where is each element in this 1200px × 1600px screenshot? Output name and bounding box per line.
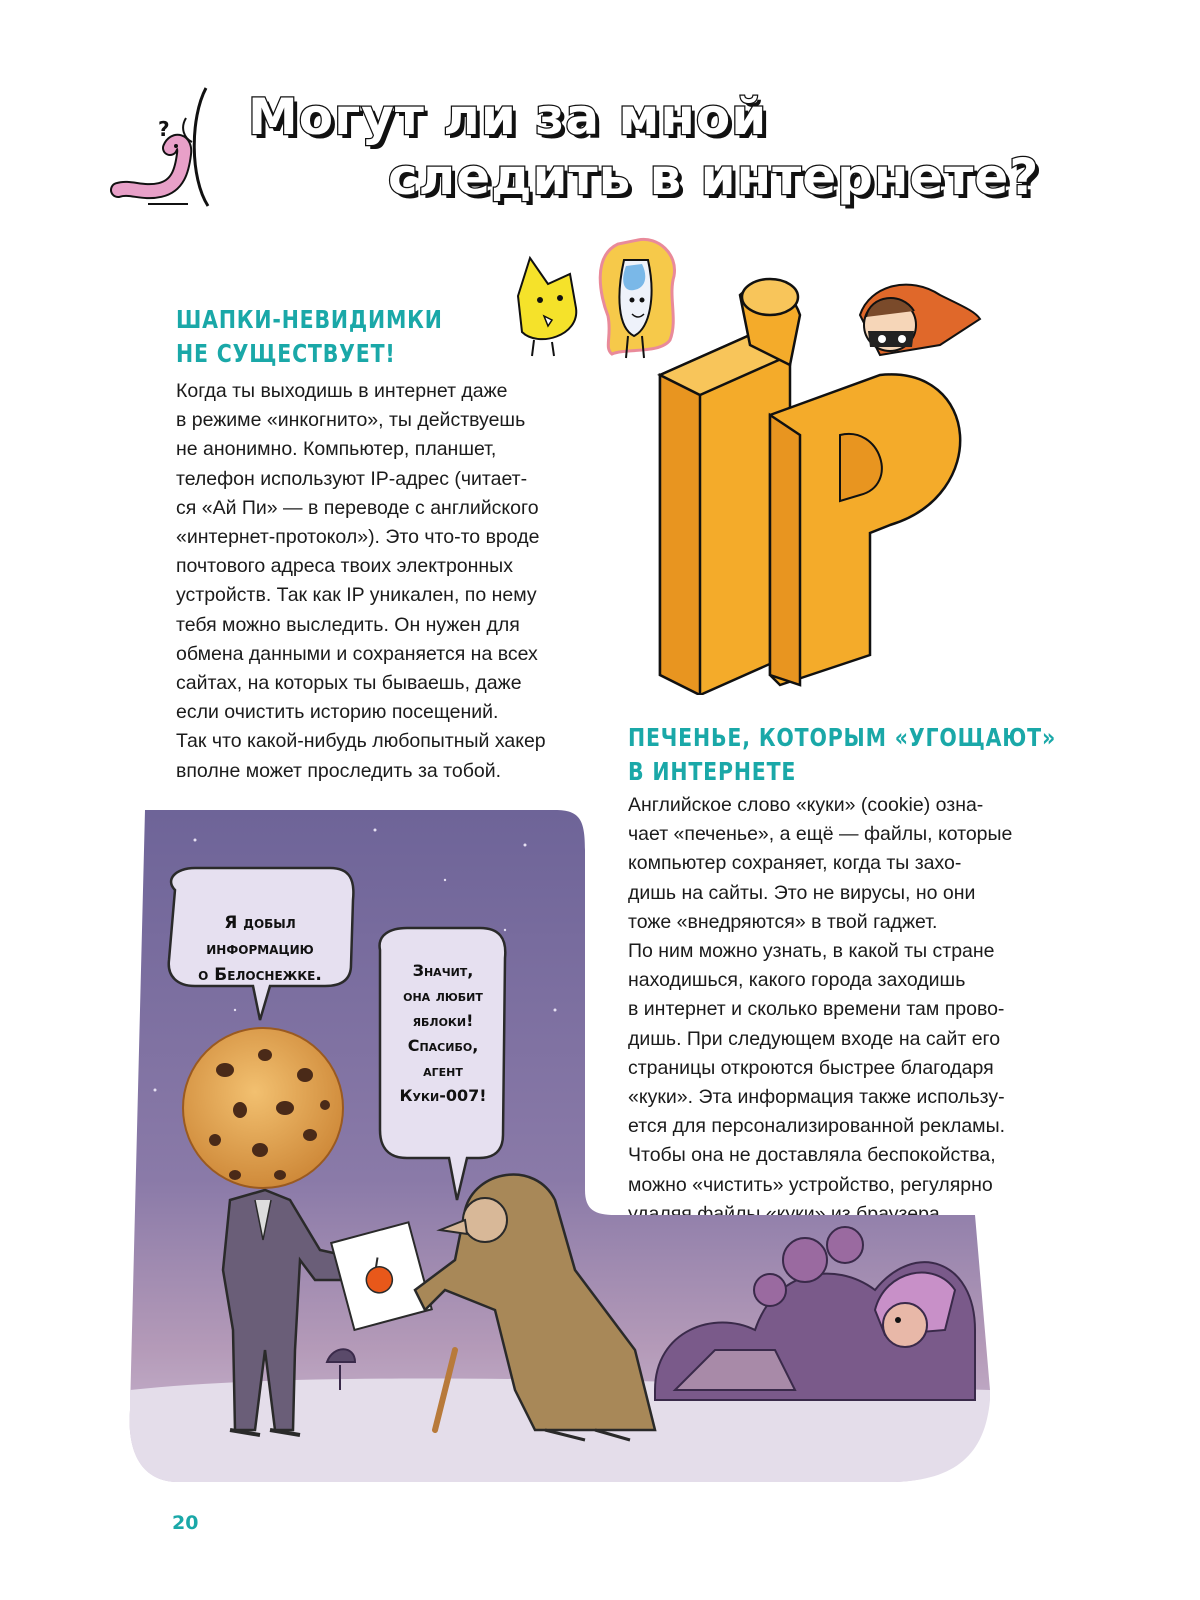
paragraph-line: если очистить историю посещений. (176, 701, 499, 724)
speech-bubble-1-text (180, 910, 340, 988)
paragraph-line: Когда ты выходишь в интернет даже (176, 380, 508, 402)
page-title-line-1: Могут ли за мной (248, 88, 768, 146)
paragraph-line: не анонимно. Компьютер, планшет, (176, 438, 497, 461)
section1-heading (176, 303, 443, 371)
page-number: 20 (172, 1512, 199, 1534)
cookie-agent-scene (115, 790, 995, 1490)
paragraph-line: обмена данными и сохраняется на всех (176, 642, 538, 665)
paragraph-line: телефон используют IP-адрес (читает- (176, 467, 528, 490)
svg-text:?: ? (158, 117, 170, 141)
paragraph-line: почтового адреса твоих электронных (176, 555, 513, 578)
paragraph-line: сайтах, на которых ты бываешь, даже (176, 672, 522, 695)
paragraph-line: компьютер сохраняет, когда ты захо- (628, 852, 962, 875)
worm-illustration (108, 78, 228, 218)
paragraph-line: в режиме «инкогнито», ты действуешь (176, 409, 526, 432)
paragraph-line: находишься, какого города заходишь (628, 969, 966, 992)
paragraph-line: Английское слово «куки» (cookie) озна- (628, 794, 984, 816)
section2-heading-line: ПЕЧЕНЬЕ, КОТОРЫМ «УГОЩАЮТ» (628, 723, 1057, 752)
paragraph-line: ется для персонализированной рекламы. (628, 1115, 1006, 1138)
ip-letters-illustration (640, 255, 985, 695)
paragraph-line: тебя можно выследить. Он нужен для (176, 613, 520, 636)
paragraph-line: удаляя файлы «куки» из браузера. (628, 1202, 946, 1225)
paragraph-line: устройств. Так как IP уникален, по нему (176, 584, 537, 607)
bubble-line: Спасибо, (407, 1036, 479, 1055)
paragraph-line: Так что какой-нибудь любопытный хакер (176, 730, 546, 753)
paragraph-line: Чтобы она не доставляла беспокойства, (628, 1144, 996, 1167)
paragraph-line: «куки». Эта информация также использу- (628, 1086, 1005, 1109)
paragraph-line: ся «Ай Пи» — в переводе с английского (176, 496, 539, 519)
bubble-line: яблоки! (412, 1011, 474, 1030)
bubble-line: агент (423, 1061, 463, 1080)
paragraph-line: тоже «внедряются» в твой гаджет. (628, 910, 938, 933)
section1-paragraph (176, 377, 546, 786)
section1-heading-line: НЕ СУЩЕСТВУЕТ! (176, 339, 396, 368)
bubble-line: о Белоснежке. (198, 965, 322, 985)
bubble-line: информацию (206, 939, 314, 959)
section2-heading (628, 721, 1056, 789)
paragraph-line: По ним можно узнать, в какой ты стране (628, 940, 995, 963)
paragraph-line: страницы откроются быстрее благодаря (628, 1056, 994, 1079)
bubble-line: она любит (403, 986, 483, 1005)
paragraph-line: в интернет и сколько времени там прово- (628, 998, 1005, 1021)
paragraph-line: дишь. При следующем входе на сайт его (628, 1027, 1001, 1050)
bubble-line: Куки-007! (399, 1086, 487, 1105)
paragraph-line: чает «печенье», а ещё — файлы, которые (628, 823, 1013, 846)
paragraph-line: вполне может проследить за тобой. (176, 759, 502, 782)
speech-bubble-2-text (383, 958, 503, 1108)
section1-heading-line: ШАПКИ-НЕВИДИМКИ (176, 305, 443, 334)
bubble-line: Я добыл (224, 913, 296, 933)
paragraph-line: дишь на сайты. Это не вирусы, но они (628, 881, 976, 904)
section2-heading-line: В ИНТЕРНЕТЕ (628, 757, 797, 786)
paragraph-line: можно «чистить» устройство, регулярно (628, 1173, 993, 1196)
page-title-line-2: следить в интернете? (388, 148, 1040, 206)
paragraph-line: «интернет-протокол»). Это что-то вроде (176, 526, 540, 549)
bubble-line: Значит, (412, 961, 474, 980)
